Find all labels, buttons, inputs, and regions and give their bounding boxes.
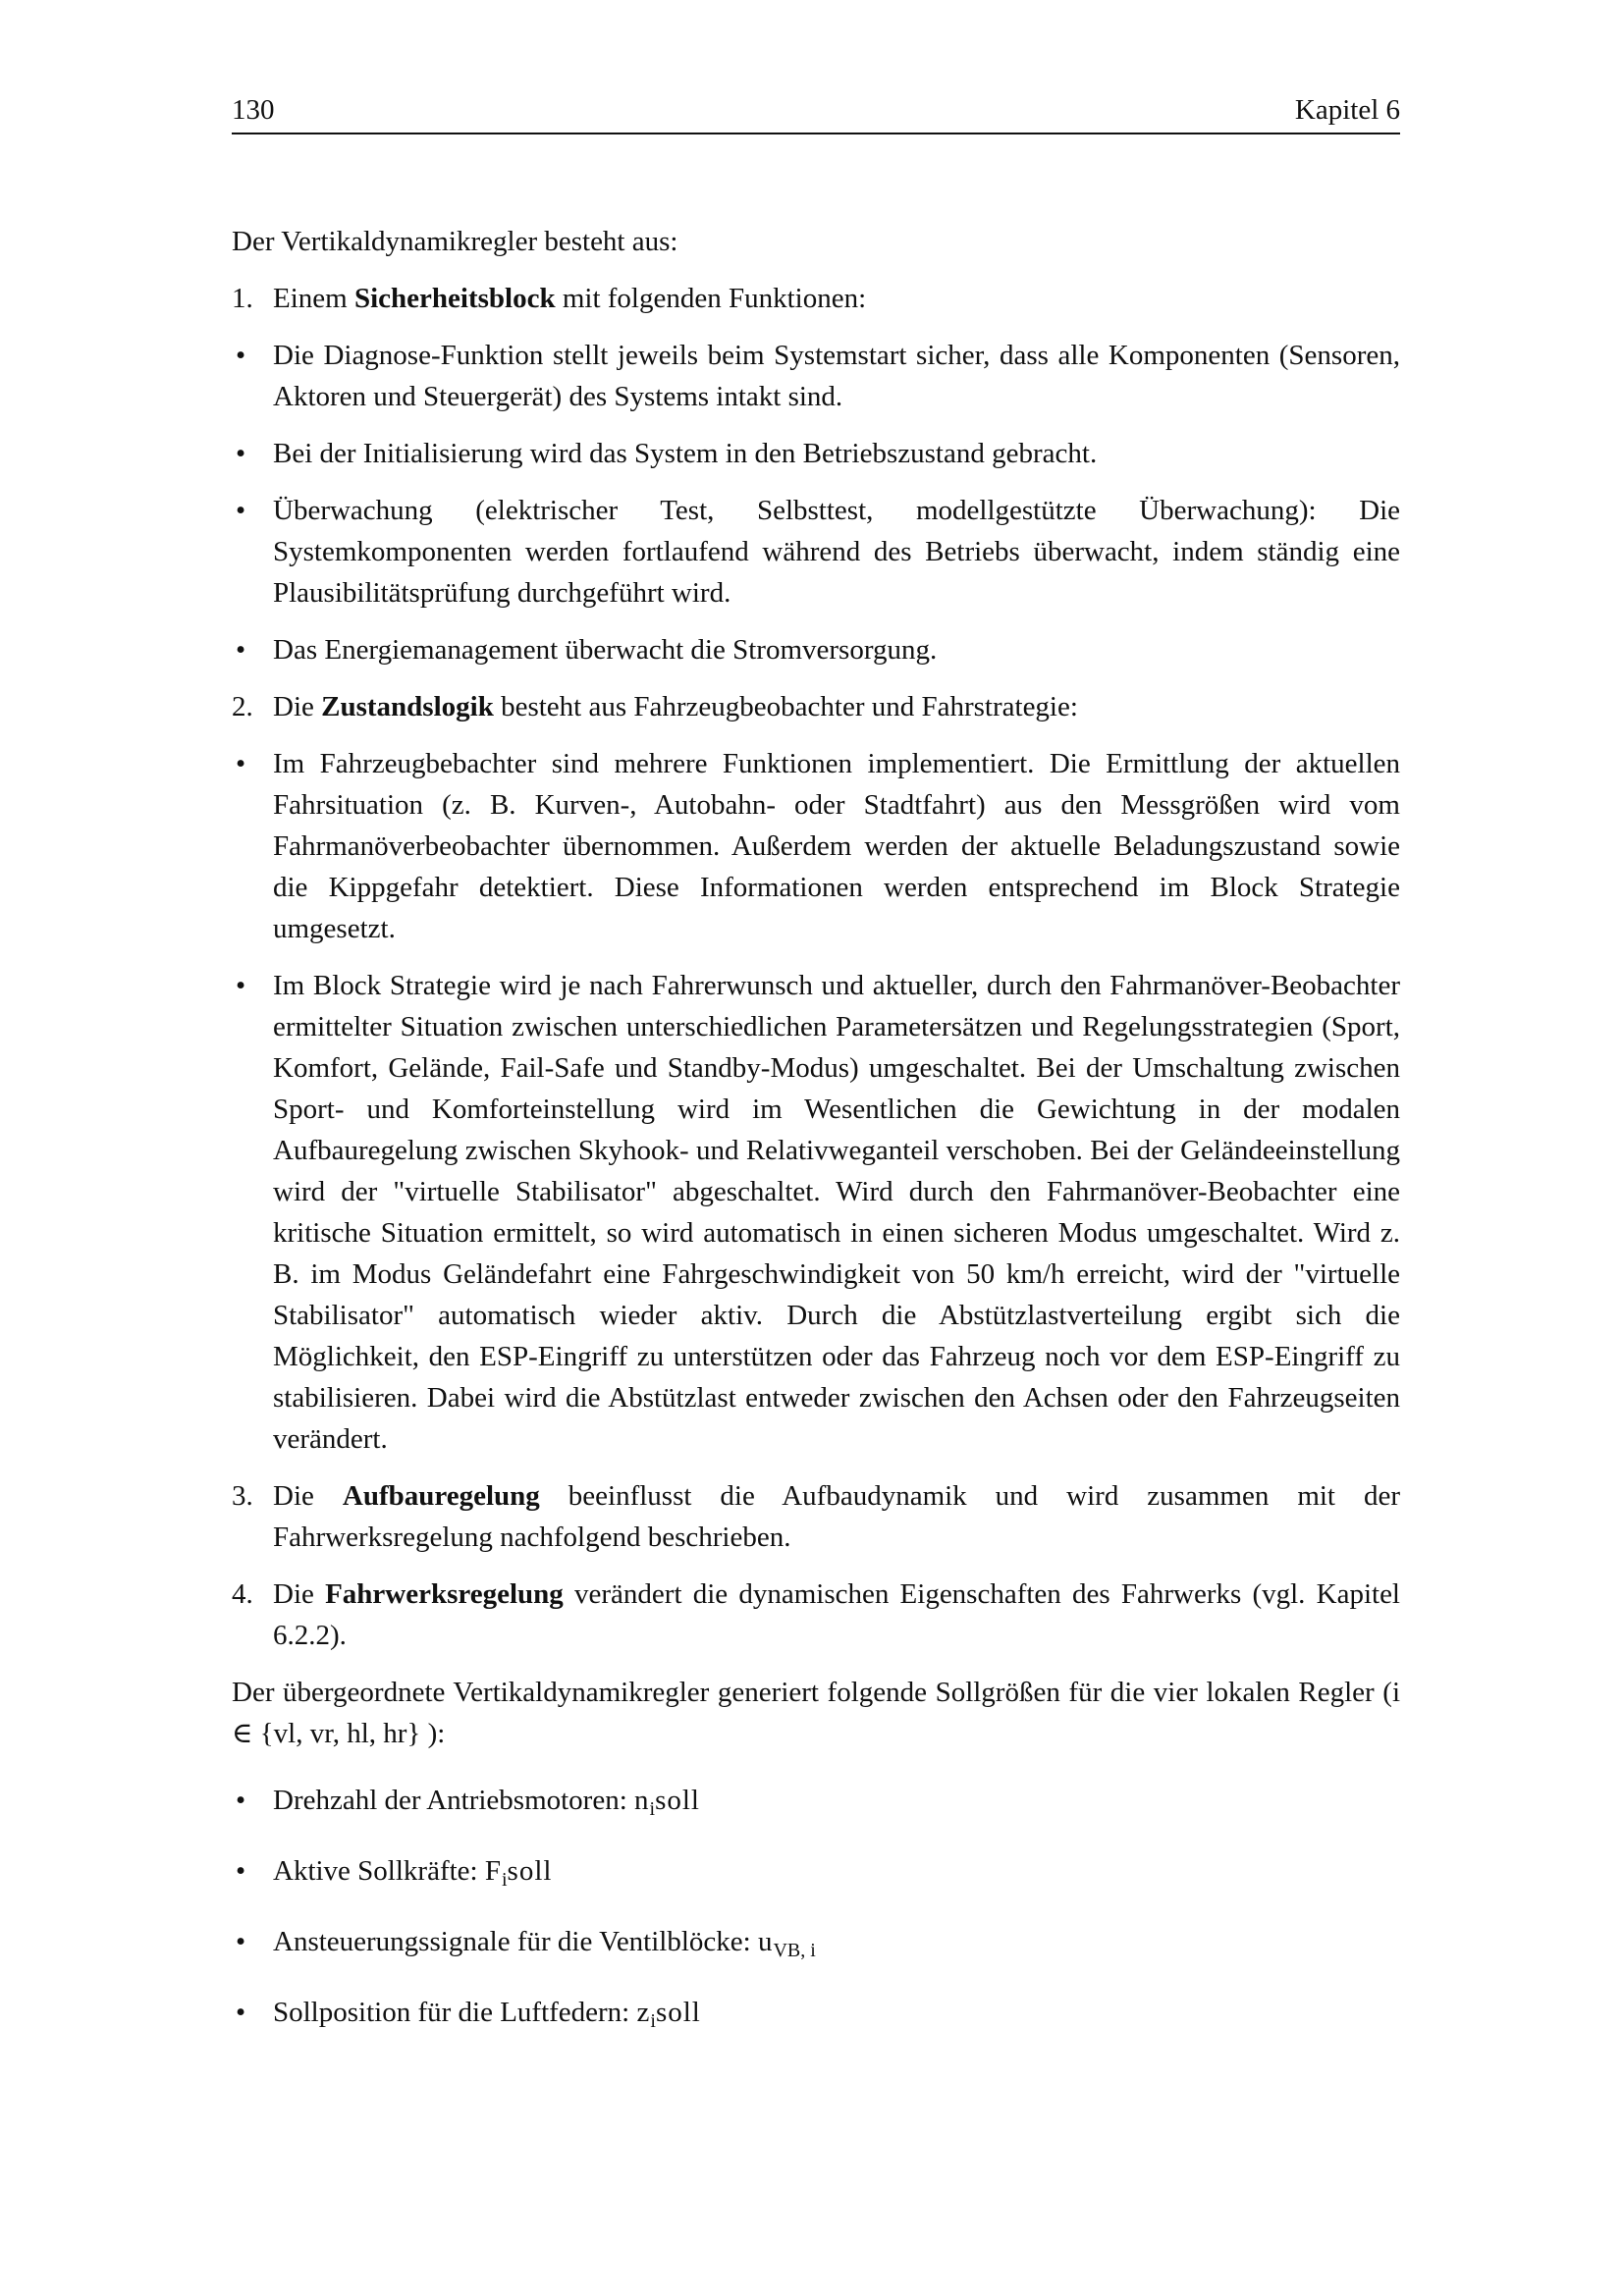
- bullet-icon: •: [236, 634, 246, 666]
- quantity-label: Ansteuerungssignale für die Ventilblöcke:: [273, 1926, 751, 1957]
- item-number: 4.: [232, 1578, 253, 1610]
- bullet-item: [232, 490, 1400, 614]
- bullet-item: [232, 433, 1400, 474]
- quantity-subscript: i: [501, 1869, 508, 1891]
- numbered-item-4: [232, 1574, 1400, 1656]
- quantity-label: Drehzahl der Antriebsmotoren:: [273, 1785, 627, 1816]
- quantity-symbol: F: [484, 1855, 502, 1887]
- bullet-item: [232, 629, 1400, 670]
- item-prefix: Die: [273, 1480, 314, 1512]
- item-suffix: beeinflusst die Aufbaudynamik und wird zusammen mit der Fahrwerksregelung nachfolgend beschrieben.: [273, 1480, 1401, 1553]
- bullet-text: Das Energiemanagement überwacht die Stromversorgung.: [273, 634, 938, 666]
- quantity-subscript: VB, i: [773, 1940, 816, 1961]
- summary-paragraph: Der übergeordnete Vertikaldynamikregler generiert folgende Sollgrößen für die vier lokalen Regler (i ∈ {vl, vr, hl, hr} ):: [232, 1677, 1400, 1749]
- intro-paragraph: Der Vertikaldynamikregler besteht aus:: [232, 226, 678, 257]
- bullet-text: Im Fahrzeugbebachter sind mehrere Funktionen implementiert. Die Ermittlung der aktuellen Fahrsituation (z. B. Kurven-, Autobahn- oder Stadtfahrt) aus den Messgrößen wird vom Fahrmanöverbeobachter übernommen. Außerdem werden der aktuelle Beladungszustand sowie die Kippgefahr detektiert. Diese Informationen werden entsprechend im Block Strategie umgesetzt.: [273, 748, 1400, 944]
- bullet-icon: •: [236, 1785, 246, 1816]
- bullet-icon: •: [236, 1855, 246, 1887]
- item-suffix: mit folgenden Funktionen:: [562, 283, 867, 314]
- item-suffix: besteht aus Fahrzeugbeobachter und Fahrstrategie:: [501, 691, 1078, 722]
- bullet-icon: •: [236, 748, 246, 779]
- item-prefix: Die: [273, 691, 314, 722]
- quantity-label: Aktive Sollkräfte:: [273, 1855, 478, 1887]
- bullet-text: Die Diagnose-Funktion stellt jeweils beim Systemstart sicher, dass alle Komponenten (Sensoren, Aktoren und Steuergerät) des Systems intakt sind.: [273, 340, 1400, 412]
- item-keyword: Fahrwerksregelung: [325, 1578, 564, 1610]
- quantity-label: Sollposition für die Luftfedern:: [273, 1997, 630, 2028]
- quantity-symbol: n: [634, 1785, 650, 1816]
- quantity-item: [232, 1850, 1400, 1892]
- quantity-suffix: soll: [655, 1785, 700, 1816]
- bullet-icon: •: [236, 1926, 246, 1957]
- bullet-text: Im Block Strategie wird je nach Fahrerwunsch und aktueller, durch den Fahrmanöver-Beobachter ermittelter Situation zwischen unterschiedlichen Parametersätzen und Regelungsstrategien (Sport, Komfort, Gelände, Fail-Safe und Standby-Modus) umgeschaltet. Bei der Umschaltung zwischen Sport- und Komforteinstellung wird im Wesentlichen die Gewichtung in der modalen Aufbauregelung zwischen Skyhook- und Relativweganteil verschoben. Bei der Geländeeinstellung wird der "virtuelle Stabilisator" abgeschaltet. Wird durch den Fahrmanöver-Beobachter eine kritische Situation ermittelt, so wird automatisch in einen sicheren Modus umgeschaltet. Wird z. B. im Modus Geländefahrt eine Fahrgeschwindigkeit von 50 km/h erreicht, wird der "virtuelle Stabilisator" automatisch wieder aktiv. Durch die Abstützlastverteilung ergibt sich die Möglichkeit, den ESP-Eingriff zu unterstützen oder das Fahrzeug noch vor dem ESP-Eingriff zu stabilisieren. Dabei wird die Abstützlast entweder zwischen den Achsen oder den Fahrzeugseiten verändert.: [273, 970, 1400, 1455]
- bullet-text: Überwachung (elektrischer Test, Selbsttest, modellgestützte Überwachung): Die Systemkomponenten werden fortlaufend während des Betriebs überwacht, indem ständig eine Plausibilitätsprüfung durchgeführt wird.: [273, 495, 1400, 609]
- numbered-item-2: [232, 686, 1400, 727]
- numbered-item-3: [232, 1475, 1400, 1558]
- quantity-item: [232, 1780, 1400, 1821]
- quantity-suffix: soll: [507, 1855, 553, 1887]
- quantity-subscript: i: [650, 2010, 656, 2032]
- item-keyword: Sicherheitsblock: [353, 283, 556, 314]
- item-keyword: Aufbauregelung: [342, 1480, 540, 1512]
- item-suffix: verändert die dynamischen Eigenschaften des Fahrwerks (vgl. Kapitel 6.2.2).: [273, 1578, 1400, 1651]
- quantity-item: [232, 1921, 1400, 1962]
- bullet-icon: •: [236, 438, 246, 469]
- item-keyword: Zustandslogik: [321, 691, 494, 722]
- bullet-text: Bei der Initialisierung wird das System in den Betriebszustand gebracht.: [273, 438, 1098, 469]
- quantity-symbol: z: [636, 1997, 651, 2028]
- bullet-icon: •: [236, 340, 246, 371]
- quantity-item: [232, 1992, 1400, 2033]
- quantity-subscript: i: [649, 1798, 656, 1820]
- bullet-icon: •: [236, 970, 246, 1001]
- item-prefix: Einem: [273, 283, 348, 314]
- body-text: [232, 221, 1400, 2033]
- quantity-suffix: soll: [655, 1997, 701, 2028]
- bullet-item: [232, 335, 1400, 417]
- bullet-icon: •: [236, 495, 246, 526]
- bullet-item: [232, 965, 1400, 1460]
- item-number: 2.: [232, 691, 253, 722]
- quantity-symbol: u: [757, 1926, 774, 1957]
- page-number: 130: [232, 94, 275, 126]
- numbered-item-1: [232, 278, 1400, 319]
- running-header: [232, 94, 1400, 134]
- chapter-title: Kapitel 6: [1294, 94, 1400, 126]
- item-number: 3.: [232, 1480, 253, 1512]
- document-page: [232, 94, 1400, 2062]
- bullet-icon: •: [236, 1997, 246, 2028]
- bullet-item: [232, 743, 1400, 949]
- item-prefix: Die: [273, 1578, 314, 1610]
- item-number: 1.: [232, 283, 253, 314]
